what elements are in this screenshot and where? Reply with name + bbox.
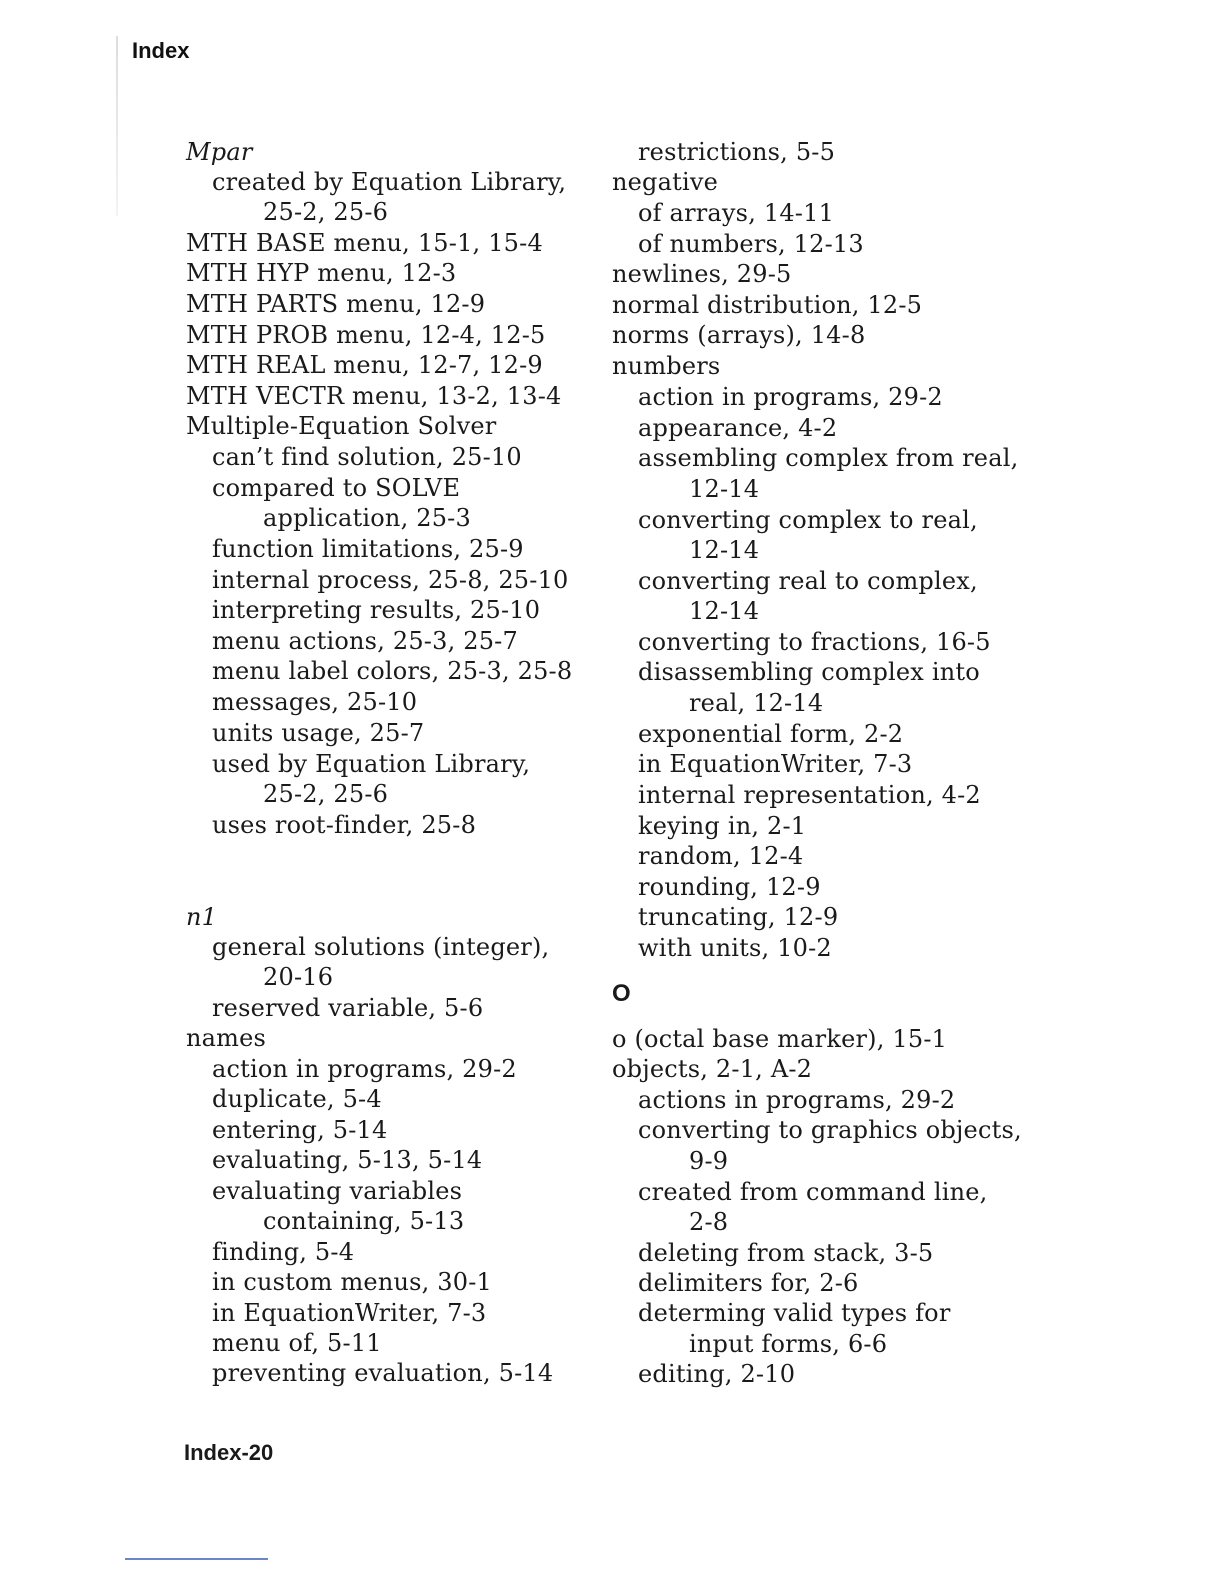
- index-subentry: created from command line,: [638, 1178, 988, 1206]
- index-subentry: disassembling complex into: [638, 658, 980, 686]
- index-subentry: 20-16: [263, 963, 334, 991]
- index-subentry: evaluating variables: [212, 1177, 463, 1205]
- index-subentry: keying in, 2-1: [638, 812, 807, 840]
- index-subentry: deleting from stack, 3-5: [638, 1239, 934, 1267]
- index-subentry: menu of, 5-11: [212, 1329, 382, 1357]
- index-subentry: function limitations, 25-9: [212, 535, 524, 563]
- index-subentry: menu actions, 25-3, 25-7: [212, 627, 518, 655]
- index-subentry: action in programs, 29-2: [212, 1055, 517, 1083]
- index-subentry: appearance, 4-2: [638, 414, 838, 442]
- index-subentry: evaluating, 5-13, 5-14: [212, 1146, 483, 1174]
- index-subentry: with units, 10-2: [638, 934, 832, 962]
- index-subentry: converting real to complex,: [638, 567, 978, 595]
- index-subentry: assembling complex from real,: [638, 444, 1019, 472]
- index-subentry: menu label colors, 25-3, 25-8: [212, 657, 573, 685]
- index-subentry: containing, 5-13: [263, 1207, 465, 1235]
- index-entry: Multiple-Equation Solver: [186, 412, 497, 440]
- index-subentry: duplicate, 5-4: [212, 1085, 382, 1113]
- bottom-rule: [125, 1558, 268, 1560]
- index-subentry: application, 25-3: [263, 504, 471, 532]
- index-subentry: rounding, 12-9: [638, 873, 821, 901]
- index-subentry: real, 12-14: [689, 689, 824, 717]
- index-subentry: interpreting results, 25-10: [212, 596, 541, 624]
- index-entry: names: [186, 1024, 267, 1052]
- index-subentry: internal process, 25-8, 25-10: [212, 566, 569, 594]
- page-header-title: Index: [132, 38, 190, 63]
- index-entry: MTH BASE menu, 15-1, 15-4: [186, 229, 543, 257]
- index-subentry: action in programs, 29-2: [638, 383, 943, 411]
- index-entry: newlines, 29-5: [612, 260, 792, 288]
- index-subentry: finding, 5-4: [212, 1238, 355, 1266]
- index-subentry: converting complex to real,: [638, 506, 978, 534]
- index-entry: numbers: [612, 352, 721, 380]
- index-entry: norms (arrays), 14-8: [612, 321, 866, 349]
- index-subentry: truncating, 12-9: [638, 903, 839, 931]
- index-subentry: 2-8: [689, 1208, 729, 1236]
- index-heading-italic: n1: [186, 903, 218, 931]
- index-subentry: 12-14: [689, 536, 760, 564]
- index-entry: MTH PROB menu, 12-4, 12-5: [186, 321, 546, 349]
- index-subentry: 25-2, 25-6: [263, 780, 389, 808]
- index-subentry: entering, 5-14: [212, 1116, 388, 1144]
- index-subentry: in EquationWriter, 7-3: [212, 1299, 487, 1327]
- index-subentry: exponential form, 2-2: [638, 720, 904, 748]
- index-entry: o (octal base marker), 15-1: [612, 1025, 948, 1053]
- index-subentry: 12-14: [689, 475, 760, 503]
- index-subentry: random, 12-4: [638, 842, 804, 870]
- index-subentry: in EquationWriter, 7-3: [638, 750, 913, 778]
- index-subentry: converting to graphics objects,: [638, 1116, 1022, 1144]
- index-entry: objects, 2-1, A-2: [612, 1055, 813, 1083]
- index-subentry: 9-9: [689, 1147, 729, 1175]
- index-entry: normal distribution, 12-5: [612, 291, 923, 319]
- index-subentry: compared to SOLVE: [212, 474, 461, 502]
- index-subentry: input forms, 6-6: [689, 1330, 888, 1358]
- index-subentry: reserved variable, 5-6: [212, 994, 484, 1022]
- index-entry: MTH VECTR menu, 13-2, 13-4: [186, 382, 562, 410]
- index-subentry: converting to fractions, 16-5: [638, 628, 991, 656]
- index-subentry: in custom menus, 30-1: [212, 1268, 493, 1296]
- index-subentry: actions in programs, 29-2: [638, 1086, 956, 1114]
- index-subentry: messages, 25-10: [212, 688, 418, 716]
- index-entry: MTH REAL menu, 12-7, 12-9: [186, 351, 543, 379]
- index-subentry: of arrays, 14-11: [638, 199, 835, 227]
- scan-edge-mark: [116, 36, 118, 216]
- index-subentry: 12-14: [689, 597, 760, 625]
- index-subentry: can’t find solution, 25-10: [212, 443, 522, 471]
- index-subentry: used by Equation Library,: [212, 750, 531, 778]
- index-entry: MTH PARTS menu, 12-9: [186, 290, 486, 318]
- index-subentry: general solutions (integer),: [212, 933, 550, 961]
- index-subentry: preventing evaluation, 5-14: [212, 1359, 554, 1387]
- index-entry: negative: [612, 168, 719, 196]
- page-number-label: Index-20: [184, 1440, 274, 1465]
- index-subentry: uses root-finder, 25-8: [212, 811, 477, 839]
- index-subentry: units usage, 25-7: [212, 719, 425, 747]
- index-subentry: delimiters for, 2-6: [638, 1269, 859, 1297]
- index-subentry: determing valid types for: [638, 1299, 951, 1327]
- section-letter-heading: O: [612, 980, 631, 1007]
- index-subentry: restrictions, 5-5: [638, 138, 836, 166]
- index-subentry: internal representation, 4-2: [638, 781, 981, 809]
- index-subentry: of numbers, 12-13: [638, 230, 864, 258]
- index-subentry: editing, 2-10: [638, 1360, 796, 1388]
- index-entry: MTH HYP menu, 12-3: [186, 259, 457, 287]
- index-heading-italic: Mpar: [186, 138, 253, 166]
- index-subentry: created by Equation Library,: [212, 168, 567, 196]
- index-subentry: 25-2, 25-6: [263, 198, 389, 226]
